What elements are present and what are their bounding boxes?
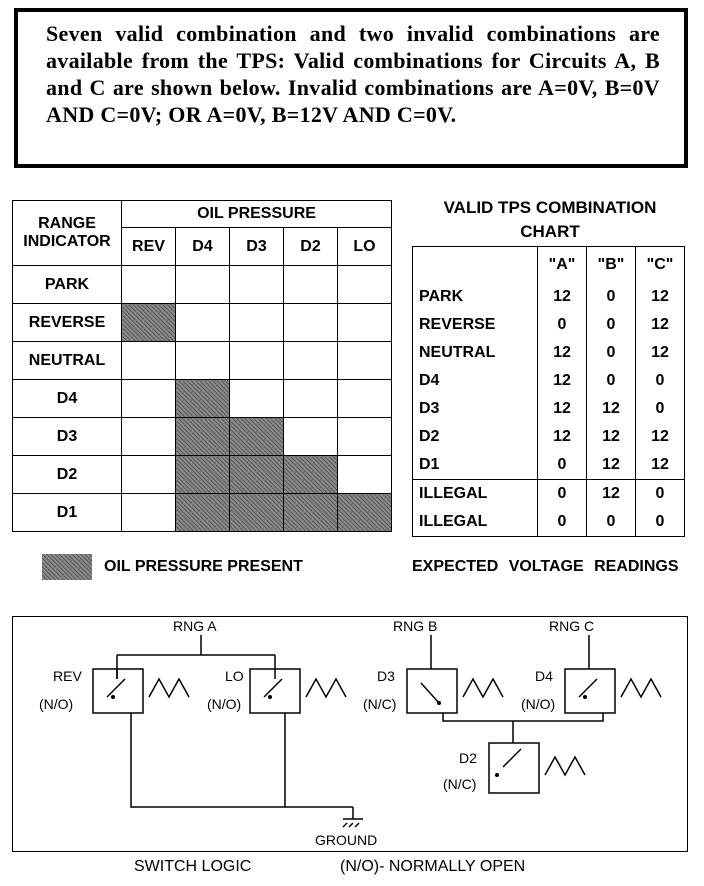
d3-state: (N/C) bbox=[363, 696, 397, 712]
d3-switch-contact bbox=[421, 683, 439, 703]
rev-state: (N/O) bbox=[39, 696, 74, 712]
d4-dot bbox=[583, 695, 587, 699]
rng-a-wire bbox=[117, 635, 275, 679]
tps-row-label: D1 bbox=[413, 451, 538, 480]
oil-table-row bbox=[13, 456, 392, 494]
oil-pressure-table bbox=[12, 200, 392, 532]
oil-pressure-cell-present bbox=[284, 456, 338, 494]
oil-pressure-cell-present bbox=[284, 494, 338, 532]
oil-pressure-cell bbox=[122, 456, 176, 494]
oil-pressure-cell bbox=[122, 494, 176, 532]
oil-pressure-cell bbox=[338, 418, 392, 456]
oil-column-header: LO bbox=[338, 228, 392, 266]
tps-row bbox=[413, 367, 685, 395]
ground-wire bbox=[131, 713, 353, 819]
d2-label: D2 bbox=[459, 750, 477, 766]
tps-value-c: 12 bbox=[636, 311, 685, 339]
d3-spring bbox=[463, 679, 503, 697]
tps-value-a: 0 bbox=[538, 451, 587, 480]
lo-switch-contact bbox=[264, 679, 282, 697]
lo-state: (N/O) bbox=[207, 696, 242, 712]
legend-label: OIL PRESSURE PRESENT bbox=[104, 558, 303, 575]
oil-pressure-cell bbox=[230, 342, 284, 380]
oil-pressure-cell bbox=[230, 266, 284, 304]
tps-value-b: 12 bbox=[587, 395, 636, 423]
d2-state: (N/C) bbox=[443, 776, 477, 792]
oil-pressure-cell-present bbox=[338, 494, 392, 532]
range-indicator-header bbox=[13, 201, 122, 266]
oil-pressure-cell-present bbox=[176, 456, 230, 494]
tps-column-header: "B" bbox=[587, 247, 636, 284]
tps-row bbox=[413, 283, 685, 311]
d2-spring bbox=[545, 757, 585, 775]
oil-column-header: D3 bbox=[230, 228, 284, 266]
oil-pressure-cell bbox=[338, 304, 392, 342]
tps-value-b: 12 bbox=[587, 451, 636, 480]
tps-column-header: "A" bbox=[538, 247, 587, 284]
tps-value-c: 0 bbox=[636, 508, 685, 537]
oil-pressure-cell-present bbox=[176, 380, 230, 418]
tps-row-label: D3 bbox=[413, 395, 538, 423]
tps-note-box bbox=[14, 8, 688, 168]
oil-pressure-cell bbox=[338, 456, 392, 494]
oil-pressure-cell bbox=[338, 342, 392, 380]
tps-value-c: 0 bbox=[636, 480, 685, 509]
switch-logic-caption: SWITCH LOGIC bbox=[134, 858, 252, 875]
normally-open-caption: (N/O)- NORMALLY OPEN bbox=[340, 858, 526, 875]
tps-value-a: 0 bbox=[538, 508, 587, 537]
oil-pressure-cell bbox=[122, 418, 176, 456]
oil-table-row bbox=[13, 266, 392, 304]
oil-table-header-row bbox=[13, 201, 392, 228]
d4-spring bbox=[621, 679, 661, 697]
tps-value-c: 12 bbox=[636, 451, 685, 480]
rev-dot bbox=[111, 695, 115, 699]
oil-pressure-table-body bbox=[13, 201, 392, 532]
tps-row bbox=[413, 451, 685, 480]
oil-pressure-cell bbox=[122, 266, 176, 304]
tps-column-header: "C" bbox=[636, 247, 685, 284]
tps-row bbox=[413, 423, 685, 451]
ground-label: GROUND bbox=[315, 832, 378, 848]
tps-value-c: 12 bbox=[636, 423, 685, 451]
tps-row-label: D2 bbox=[413, 423, 538, 451]
oil-pressure-cell bbox=[284, 380, 338, 418]
oil-column-header: REV bbox=[122, 228, 176, 266]
rng-c-label: RNG C bbox=[549, 618, 595, 634]
tps-note-text: Seven valid combination and two invalid combinations are available from the TPS: Valid combinations for Circuits A, B and C are shown below. Invalid combinations are A=0V, B=0V AND C=0V; OR A=0V, B=12V AND C=0V. bbox=[46, 21, 660, 127]
rng-a-label: RNG A bbox=[173, 618, 217, 634]
tps-value-a: 0 bbox=[538, 480, 587, 509]
tps-row-label: ILLEGAL bbox=[413, 480, 538, 509]
oil-pressure-cell-present bbox=[176, 494, 230, 532]
tps-row-label: D4 bbox=[413, 367, 538, 395]
legend-swatch bbox=[42, 554, 92, 580]
rev-spring bbox=[149, 679, 189, 697]
oil-table-row bbox=[13, 304, 392, 342]
oil-pressure-cell bbox=[284, 418, 338, 456]
tps-header-row bbox=[413, 247, 685, 284]
oil-pressure-cell bbox=[176, 266, 230, 304]
oil-pressure-cell bbox=[284, 304, 338, 342]
tps-combination-table bbox=[412, 246, 685, 537]
oil-pressure-cell bbox=[338, 380, 392, 418]
rev-switch-contact bbox=[107, 669, 125, 697]
tps-row-label: ILLEGAL bbox=[413, 508, 538, 537]
tps-value-a: 12 bbox=[538, 339, 587, 367]
oil-pressure-header: OIL PRESSURE bbox=[122, 201, 392, 228]
tps-value-b: 12 bbox=[587, 423, 636, 451]
tps-row bbox=[413, 480, 685, 509]
d3-switch-box bbox=[407, 669, 457, 713]
indicator-header: INDICATOR bbox=[23, 233, 111, 250]
tps-value-c: 12 bbox=[636, 339, 685, 367]
oil-pressure-cell-present bbox=[230, 418, 284, 456]
tps-value-b: 0 bbox=[587, 367, 636, 395]
rev-switch-box bbox=[93, 669, 143, 713]
oil-pressure-cell-present bbox=[230, 494, 284, 532]
oil-pressure-cell bbox=[176, 342, 230, 380]
oil-pressure-cell bbox=[230, 304, 284, 342]
oil-pressure-cell bbox=[122, 380, 176, 418]
tps-value-c: 0 bbox=[636, 367, 685, 395]
d2-dot bbox=[495, 773, 499, 777]
oil-table-row bbox=[13, 380, 392, 418]
rng-b-label: RNG B bbox=[393, 618, 438, 634]
d4-switch-contact bbox=[579, 679, 597, 697]
oil-pressure-cell bbox=[122, 342, 176, 380]
tps-value-a: 12 bbox=[538, 283, 587, 311]
oil-table-row bbox=[13, 342, 392, 380]
d2-wires bbox=[443, 713, 603, 743]
d2-switch-contact bbox=[503, 749, 521, 767]
ground-symbol bbox=[343, 819, 363, 827]
oil-pressure-cell bbox=[284, 342, 338, 380]
d4-switch-box bbox=[565, 669, 615, 713]
lo-dot bbox=[268, 695, 272, 699]
d4-state: (N/O) bbox=[521, 696, 556, 712]
d2-switch-box bbox=[489, 743, 539, 793]
tps-value-b: 0 bbox=[587, 339, 636, 367]
tps-value-a: 12 bbox=[538, 367, 587, 395]
range-label: REVERSE bbox=[13, 304, 122, 342]
tps-combination-table-body bbox=[413, 247, 685, 537]
oil-table-row bbox=[13, 494, 392, 532]
tps-row bbox=[413, 508, 685, 537]
tps-value-c: 12 bbox=[636, 283, 685, 311]
oil-pressure-cell-present bbox=[176, 418, 230, 456]
tps-value-a: 12 bbox=[538, 395, 587, 423]
oil-column-header: D4 bbox=[176, 228, 230, 266]
tps-row bbox=[413, 395, 685, 423]
oil-pressure-cell bbox=[338, 266, 392, 304]
oil-pressure-cell-present bbox=[230, 456, 284, 494]
tps-row-label: REVERSE bbox=[413, 311, 538, 339]
oil-pressure-cell bbox=[230, 380, 284, 418]
range-label: D2 bbox=[13, 456, 122, 494]
expected-voltage-caption: EXPECTED VOLTAGE READINGS bbox=[412, 558, 679, 575]
tps-row-label: PARK bbox=[413, 283, 538, 311]
range-header: RANGE bbox=[38, 215, 96, 232]
oil-table-row bbox=[13, 418, 392, 456]
switch-logic-diagram bbox=[12, 616, 688, 852]
oil-column-header: D2 bbox=[284, 228, 338, 266]
lo-label: LO bbox=[225, 668, 244, 684]
rev-label: REV bbox=[53, 668, 82, 684]
d4-label: D4 bbox=[535, 668, 553, 684]
oil-pressure-cell bbox=[176, 304, 230, 342]
tps-value-a: 12 bbox=[538, 423, 587, 451]
d3-label: D3 bbox=[377, 668, 395, 684]
switch-logic-svg bbox=[13, 617, 689, 853]
d3-dot bbox=[437, 701, 441, 705]
oil-pressure-cell-present bbox=[122, 304, 176, 342]
range-label: NEUTRAL bbox=[13, 342, 122, 380]
tps-row bbox=[413, 311, 685, 339]
tps-value-b: 12 bbox=[587, 480, 636, 509]
range-label: D1 bbox=[13, 494, 122, 532]
lo-spring bbox=[306, 679, 346, 697]
tps-value-a: 0 bbox=[538, 311, 587, 339]
tps-row-label: NEUTRAL bbox=[413, 339, 538, 367]
tps-value-b: 0 bbox=[587, 283, 636, 311]
range-label: D4 bbox=[13, 380, 122, 418]
tps-value-b: 0 bbox=[587, 311, 636, 339]
tps-value-c: 0 bbox=[636, 395, 685, 423]
range-label: D3 bbox=[13, 418, 122, 456]
tps-value-b: 0 bbox=[587, 508, 636, 537]
tps-header-blank bbox=[413, 247, 538, 284]
tps-row bbox=[413, 339, 685, 367]
tps-chart-title: VALID TPS COMBINATION CHART bbox=[443, 198, 657, 241]
oil-pressure-cell bbox=[284, 266, 338, 304]
range-label: PARK bbox=[13, 266, 122, 304]
